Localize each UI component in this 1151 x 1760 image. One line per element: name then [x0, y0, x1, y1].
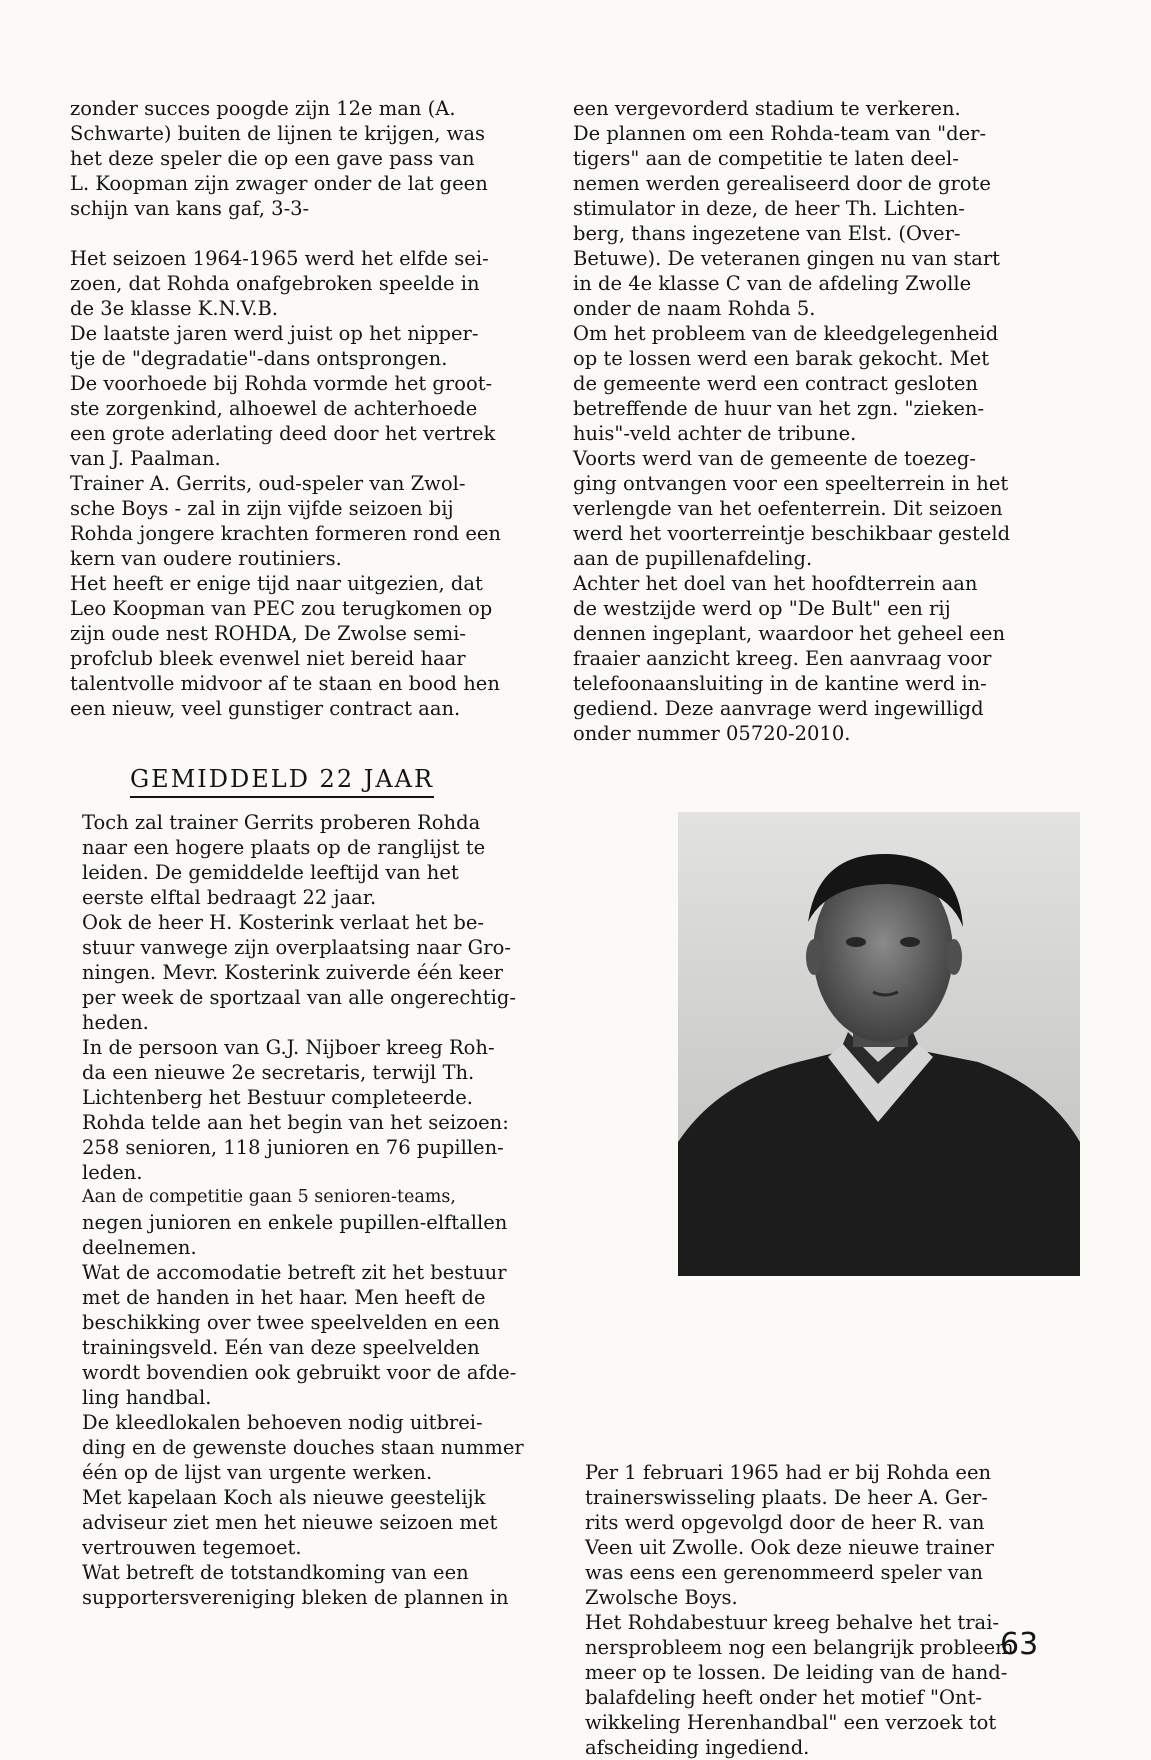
text-line: telefoonaansluiting in de kantine werd in-: [573, 672, 987, 695]
text-line: meer op te lossen. De leiding van de hand-: [585, 1661, 1008, 1684]
text-line: nemen werden gerealiseerd door de grote: [573, 172, 991, 195]
text-line: talentvolle midvoor af te staan en bood hen: [70, 672, 500, 695]
text-line: Zwolsche Boys.: [585, 1586, 738, 1609]
text-line: zoen, dat Rohda onafgebroken speelde in: [70, 272, 480, 295]
text-line: Ook de heer H. Kosterink verlaat het be-: [82, 911, 484, 934]
text-line: van J. Paalman.: [70, 447, 221, 470]
text-line: supportersvereniging bleken de plannen in: [82, 1586, 509, 1609]
text-line: trainingsveld. Eén van deze speelvelden: [82, 1336, 480, 1359]
portrait-photo: [678, 812, 1080, 1276]
text-line: Achter het doel van het hoofdterrein aan: [573, 572, 978, 595]
text-line: trainerswisseling plaats. De heer A. Ger-: [585, 1486, 988, 1509]
text-line: wikkeling Herenhandbal" een verzoek tot: [585, 1711, 997, 1734]
text-line: Om het probleem van de kleedgelegenheid: [573, 322, 999, 345]
text-line: zijn oude nest ROHDA, De Zwolse semi-: [70, 622, 466, 645]
text-line: Rohda jongere krachten formeren rond een: [70, 522, 501, 545]
text-line: Wat betreft de totstandkoming van een: [82, 1561, 469, 1584]
text-line: heden.: [82, 1011, 149, 1034]
text-line: rits werd opgevolgd door de heer R. van: [585, 1511, 985, 1534]
text-line: ging ontvangen voor een speelterrein in het: [573, 472, 1009, 495]
text-line: negen junioren en enkele pupillen-elftallen: [82, 1211, 508, 1234]
text-line: deelnemen.: [82, 1236, 197, 1259]
text-line: de westzijde werd op "De Bult" een rij: [573, 597, 951, 620]
text-line: stimulator in deze, de heer Th. Lichten-: [573, 197, 965, 220]
text-line: een grote aderlating deed door het vertrek: [70, 422, 496, 445]
page-number: 63: [1000, 1627, 1039, 1662]
text-line: Betuwe). De veteranen gingen nu van start: [573, 247, 1001, 270]
text-line: Veen uit Zwolle. Ook deze nieuwe trainer: [585, 1536, 994, 1559]
text-line: leiden. De gemiddelde leeftijd van het: [82, 861, 459, 884]
text-line: vertrouwen tegemoet.: [82, 1536, 302, 1559]
left-column-top: [70, 96, 585, 721]
text-line: schijn van kans gaf, 3-3-: [70, 197, 310, 220]
text-line: L. Koopman zijn zwager onder de lat geen: [70, 172, 488, 195]
text-line: Wat de accomodatie betreft zit het bestuur: [82, 1261, 507, 1284]
text-line: fraaier aanzicht kreeg. Een aanvraag voor: [573, 647, 992, 670]
text-line: tje de "degradatie"-dans ontsprongen.: [70, 347, 448, 370]
text-line: Leo Koopman van PEC zou terugkomen op: [70, 597, 493, 620]
text-line: huis"-veld achter de tribune.: [573, 422, 857, 445]
text-line: ste zorgenkind, alhoewel de achterhoede: [70, 397, 478, 420]
text-line: Lichtenberg het Bestuur completeerde.: [82, 1086, 473, 1109]
right-column-bottom: [585, 1460, 1100, 1760]
text-line: berg, thans ingezetene van Elst. (Over-: [573, 222, 961, 245]
portrait-photo-icon: [678, 812, 1080, 1276]
text-line: ningen. Mevr. Kosterink zuiverde één keer: [82, 961, 503, 984]
text-line: zonder succes poogde zijn 12e man (A.: [70, 97, 456, 120]
text-line: beschikking over twee speelvelden en een: [82, 1311, 500, 1334]
text-line: sche Boys - zal in zijn vijfde seizoen bij: [70, 497, 454, 520]
text-line: Aan de competitie gaan 5 senioren-teams,: [82, 1187, 456, 1207]
text-line: betreffende de huur van het zgn. "zieken-: [573, 397, 985, 420]
text-line: nersprobleem nog een belangrijk probleem: [585, 1636, 1014, 1659]
text-line: kern van oudere routiniers.: [70, 547, 342, 570]
text-line: aan de pupillenafdeling.: [573, 547, 813, 570]
text-line: met de handen in het haar. Men heeft de: [82, 1286, 486, 1309]
text-line: Met kapelaan Koch als nieuwe geestelijk: [82, 1486, 486, 1509]
text-line: werd het voorterreintje beschikbaar gesteld: [573, 522, 1011, 545]
right-column-top: [573, 96, 1088, 746]
text-line: De laatste jaren werd juist op het nipper-: [70, 322, 479, 345]
text-line: wordt bovendien ook gebruikt voor de afde-: [82, 1361, 517, 1384]
text-line: het deze speler die op een gave pass van: [70, 147, 475, 170]
text-line: balafdeling heeft onder het motief "Ont-: [585, 1686, 982, 1709]
text-line: profclub bleek evenwel niet bereid haar: [70, 647, 466, 670]
text-line: afscheiding ingediend.: [585, 1736, 810, 1759]
text-line: dennen ingeplant, waardoor het geheel een: [573, 622, 1006, 645]
text-line: Rohda telde aan het begin van het seizoen:: [82, 1111, 509, 1134]
text-line: verlengde van het oefenterrein. Dit seizoen: [573, 497, 1003, 520]
text-line: gediend. Deze aanvrage werd ingewilligd: [573, 697, 984, 720]
text-line: Toch zal trainer Gerrits proberen Rohda: [82, 811, 481, 834]
text-line: onder de naam Rohda 5.: [573, 297, 816, 320]
text-line: Voorts werd van de gemeente de toezeg-: [573, 447, 976, 470]
text-line: De voorhoede bij Rohda vormde het groot-: [70, 372, 493, 395]
text-line: tigers" aan de competitie te laten deel-: [573, 147, 959, 170]
text-line: Schwarte) buiten de lijnen te krijgen, was: [70, 122, 485, 145]
text-line: In de persoon van G.J. Nijboer kreeg Roh-: [82, 1036, 495, 1059]
text-line: leden.: [82, 1161, 143, 1184]
left-column-bottom: [82, 810, 597, 1610]
text-line: onder nummer 05720-2010.: [573, 722, 851, 745]
text-line: Het heeft er enige tijd naar uitgezien, dat: [70, 572, 483, 595]
text-line: stuur vanwege zijn overplaatsing naar Gro-: [82, 936, 511, 959]
text-line: Het seizoen 1964-1965 werd het elfde sei-: [70, 247, 489, 270]
text-line: de 3e klasse K.N.V.B.: [70, 297, 278, 320]
text-line: per week de sportzaal van alle ongerechtig-: [82, 986, 516, 1009]
text-line: naar een hogere plaats op de ranglijst te: [82, 836, 486, 859]
text-line: Het Rohdabestuur kreeg behalve het trai-: [585, 1611, 1000, 1634]
text-line: één op de lijst van urgente werken.: [82, 1461, 433, 1484]
text-line: op te lossen werd een barak gekocht. Met: [573, 347, 990, 370]
text-line: De kleedlokalen behoeven nodig uitbrei-: [82, 1411, 483, 1434]
text-line: was eens een gerenommeerd speler van: [585, 1561, 983, 1584]
text-line: een vergevorderd stadium te verkeren.: [573, 97, 961, 120]
text-line: ling handbal.: [82, 1386, 212, 1409]
text-line: Per 1 februari 1965 had er bij Rohda een: [585, 1461, 992, 1484]
text-line: Trainer A. Gerrits, oud-speler van Zwol-: [70, 472, 466, 495]
text-line: da een nieuwe 2e secretaris, terwijl Th.: [82, 1061, 475, 1084]
text-line: adviseur ziet men het nieuwe seizoen met: [82, 1511, 498, 1534]
text-line: de gemeente werd een contract gesloten: [573, 372, 978, 395]
text-line: ding en de gewenste douches staan nummer: [82, 1436, 524, 1459]
section-heading: GEMIDDELD 22 JAAR: [130, 764, 434, 798]
text-line: De plannen om een Rohda-team van "der-: [573, 122, 987, 145]
text-line: 258 senioren, 118 junioren en 76 pupillen-: [82, 1136, 504, 1159]
text-line: in de 4e klasse C van de afdeling Zwolle: [573, 272, 972, 295]
text-line: eerste elftal bedraagt 22 jaar.: [82, 886, 377, 909]
text-line: een nieuw, veel gunstiger contract aan.: [70, 697, 461, 720]
